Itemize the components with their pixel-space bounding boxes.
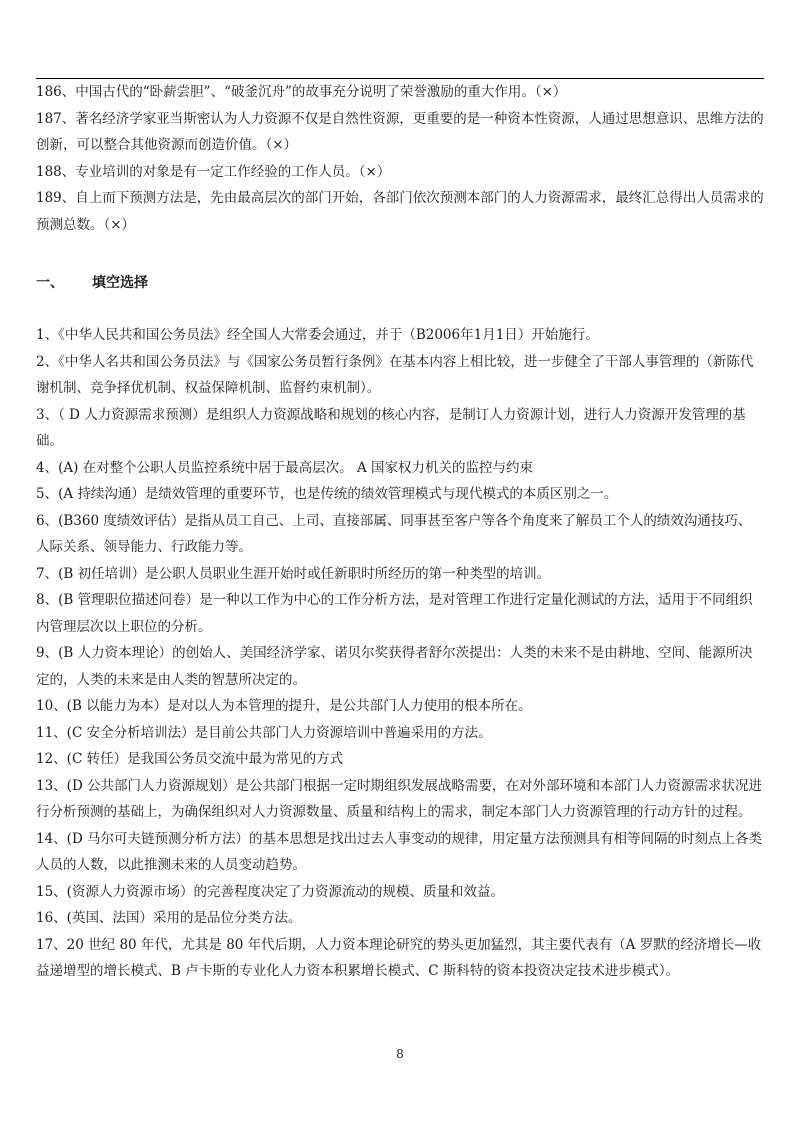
list-item: 8、(B 管理职位描述问卷）是一种以工作为中心的工作分析方法，是对管理工作进行定量化测试的方法，适用于不同组织内管理层次以上职位的分析。 [36, 592, 753, 635]
list-item: 5、(A 持续沟通）是绩效管理的重要环节，也是传统的绩效管理模式与现代模式的本质区别之一。 [36, 486, 618, 502]
fill-choice-list [36, 322, 764, 985]
list-item: 1、《中华人民共和国公务员法》经全国人大常委会通过，并于（B2006年1月1日）开始施行。 [36, 327, 599, 343]
list-item: 9、(B 人力资本理论）的创始人、美国经济学家、诺贝尔奖获得者舒尔茨提出：人类的未来不是由耕地、空间、能源所决定的，人类的未来是由人类的智慧所决定的。 [36, 645, 753, 688]
list-item: 189、自上而下预测方法是，先由最高层次的部门开始，各部门依次预测本部门的人力资源需求，最终汇总得出人员需求的预测总数。（×） [36, 190, 764, 233]
list-item: 14、(D 马尔可夫链预测分析方法）的基本思想是找出过去人事变动的规律，用定量方法预测具有相等间隔的时刻点上各类人员的人数，以此推测未来的人员变动趋势。 [36, 830, 763, 873]
list-item: 7、(B 初任培训）是公职人员职业生涯开始时或任新职时所经历的第一种类型的培训。 [36, 565, 551, 582]
list-item: 11、(C 安全分析培训法）是目前公共部门人力资源培训中普遍采用的方法。 [36, 724, 492, 741]
page-number: 8 [396, 1047, 404, 1061]
list-item: 4、(A) 在对整个公职人员监控系统中居于最高层次。 A 国家权力机关的监控与约束 [36, 459, 533, 476]
list-item: 6、(B360 度绩效评估）是指从员工自己、上司、直接部属、同事甚至客户等各个角度来了解员工个人的绩效沟通技巧、人际关系、领导能力、行政能力等。 [36, 512, 752, 555]
list-item: 186、中国古代的“卧薪尝胆”、“破釜沉舟”的故事充分说明了荣誉激励的重大作用。（×） [36, 84, 567, 100]
list-item: 15、(资源人力资源市场）的完善程度决定了力资源流动的规模、质量和效益。 [36, 883, 504, 900]
section-title: 填空选择 [92, 275, 148, 291]
list-item: 187、著名经济学家亚当斯密认为人力资源不仅是自然性资源，更重要的是一种资本性资源，人通过思想意识、思维方法的创新，可以整合其他资源而创造价值。（×） [36, 110, 764, 153]
list-item: 12、(C 转任）是我国公务员交流中最为常见的方式 [36, 751, 344, 767]
true-false-list [36, 79, 764, 238]
list-item: 188、专业培训的对象是有一定工作经验的工作人员。（×） [36, 163, 391, 180]
list-item: 10、(B 以能力为本）是对以人为本管理的提升，是公共部门人力使用的根本所在。 [36, 698, 532, 714]
list-item: 17、20 世纪 80 年代，尤其是 80 年代后期，人力资本理论研究的势头更加猛烈，其主要代表有（A 罗默的经济增长—收益递增型的增长模式、B 卢卡斯的专业化人力资本积累增长模式、C 斯科特的资本投资决定技术进步模式）。 [36, 936, 762, 979]
list-item: 2、《中华人名共和国公务员法》与《国家公务员暂行条例》在基本内容上相比较，进一步健全了干部人事管理的（新陈代谢机制、竞争择优机制、权益保障机制、监督约束机制）。 [36, 353, 754, 396]
section-number: 一、 [36, 275, 64, 291]
list-item: 13、(D 公共部门人力资源规划）是公共部门根据一定时期组织发展战略需要，在对外部环境和本部门人力资源需求状况进行分析预测的基础上，为确保组织对人力资源数量、质量和结构上的需求，制定本部门人力资源管理的行动方针的过程。 [36, 777, 763, 820]
list-item: 16、(英国、法国）采用的是品位分类方法。 [36, 910, 302, 926]
list-item: 3、（ D 人力资源需求预测）是组织人力资源战略和规划的核心内容，是制订人力资源计划，进行人力资源开发管理的基础。 [36, 406, 746, 449]
section-heading [36, 270, 148, 296]
